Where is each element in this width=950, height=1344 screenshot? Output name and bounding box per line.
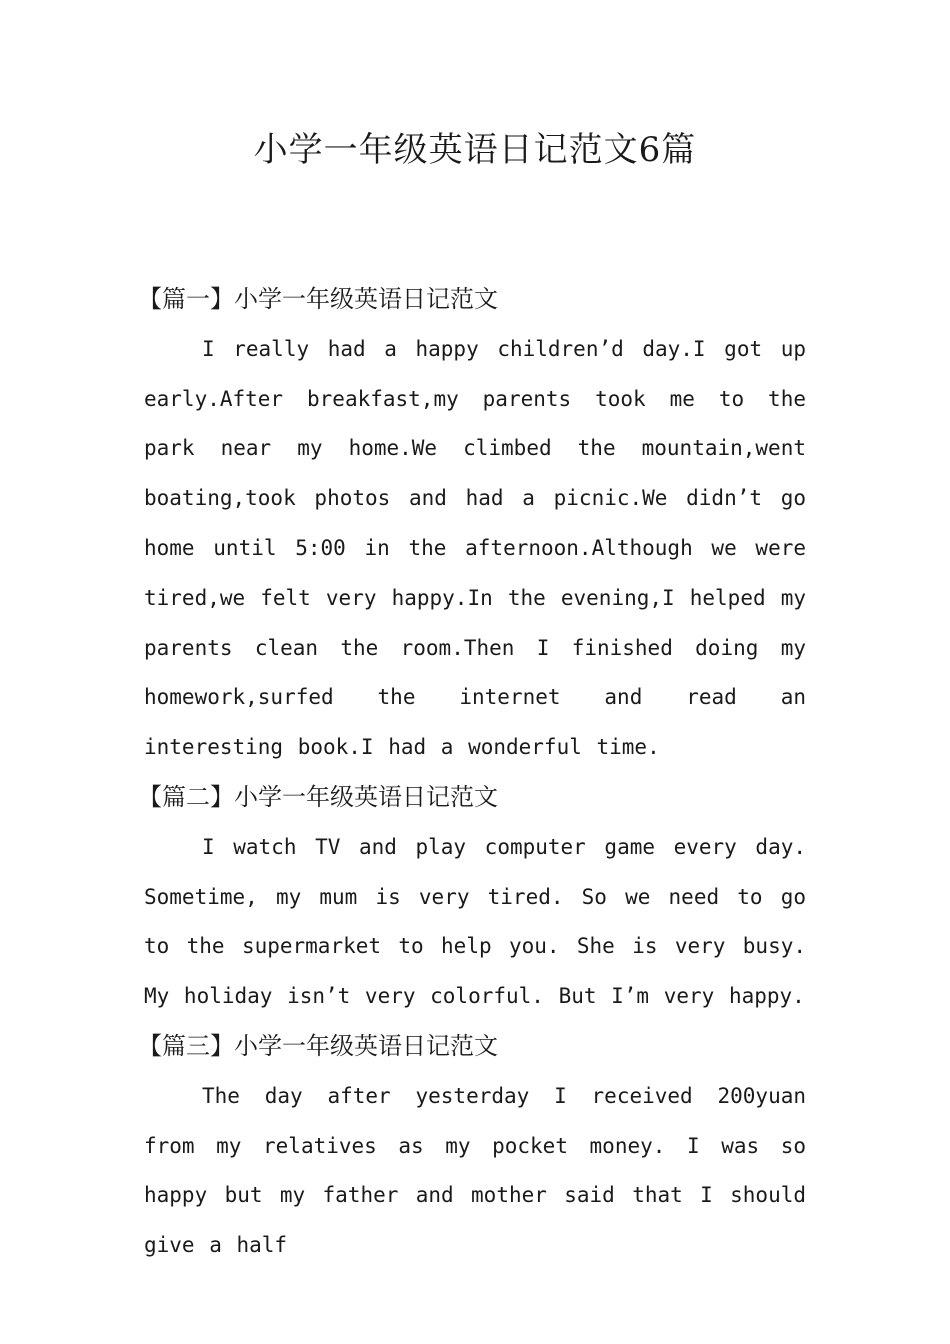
- section-paragraph: I watch TV and play computer game every day. Sometime, my mum is very tired. So we need to go to the supermarket to help you. She is very busy. My holiday isn’t very colorful. But I’m very happy.: [144, 834, 806, 1009]
- section-paragraph: I really had a happy children’d day.I got up early.After breakfast,my parents took me to the park near my home.We climbed the mountain,went boating,took photos and had a picnic.We didn’t go home until 5:00 in the afternoon.Although we were tired,we felt very happy.In the evening,I helped my parents clean the room.Then I finished doing my homework,surfed the internet and read an interesting book.I had a wonderful time.: [144, 336, 806, 760]
- section-paragraph: The day after yesterday I received 200yuan from my relatives as my pocket money. I was so happy but my father and mother said that I should give a half: [144, 1083, 806, 1258]
- section-1: [138, 275, 806, 773]
- section-2: [138, 773, 806, 1022]
- section-heading: 【篇一】小学一年级英语日记范文: [138, 285, 498, 313]
- section-heading: 【篇二】小学一年级英语日记范文: [138, 782, 498, 811]
- section-3: [138, 1022, 806, 1271]
- document-title: 小学一年级英语日记范文6篇: [253, 130, 697, 170]
- section-heading: 【篇三】小学一年级英语日记范文: [138, 1031, 498, 1060]
- document-body: [138, 275, 806, 1271]
